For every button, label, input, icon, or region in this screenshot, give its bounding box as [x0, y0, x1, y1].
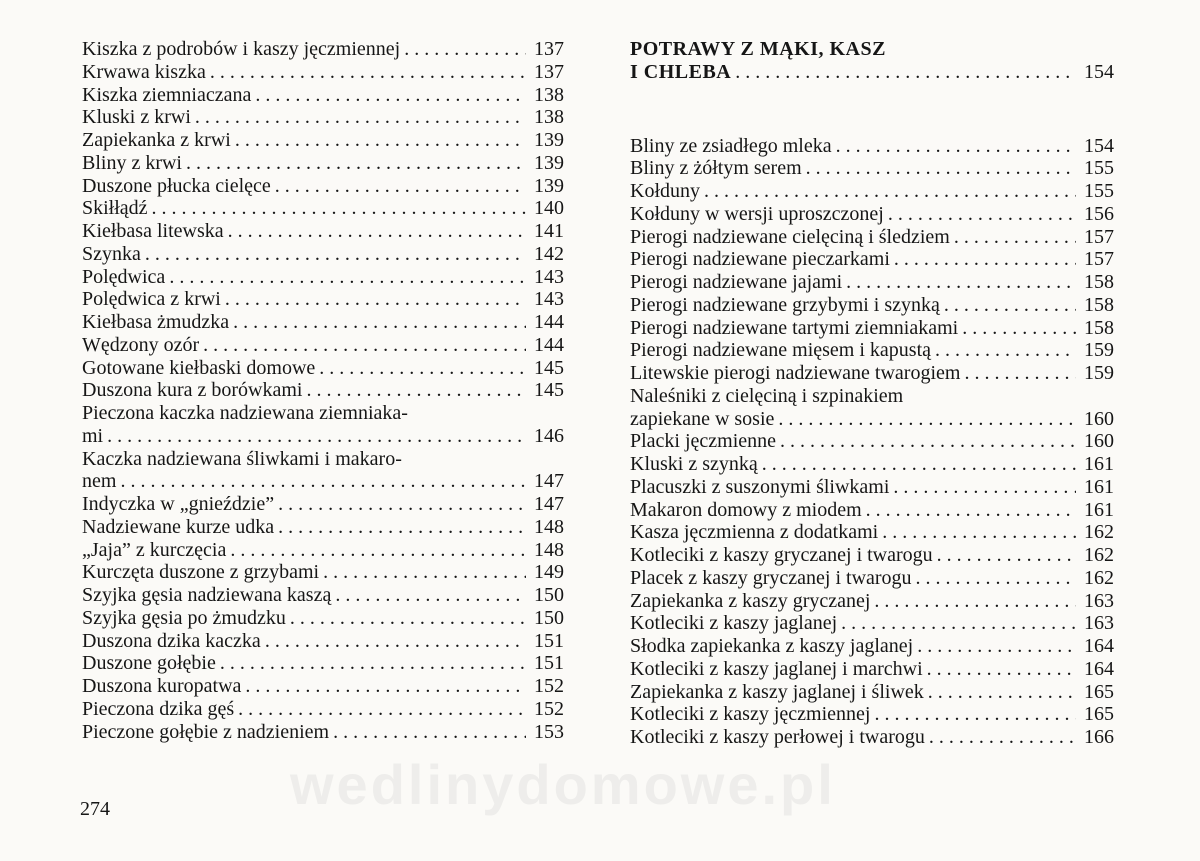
- entry-page-number: 144: [534, 311, 564, 333]
- entry-title: Bliny ze zsiadłego mleka: [630, 134, 832, 157]
- entry-page-number: 152: [534, 675, 564, 697]
- entry-title: Kotleciki z kaszy perłowej i twarogu: [630, 726, 925, 748]
- entry-title: „Jaja” z kurczęcia: [82, 538, 227, 561]
- entry-title-row: [82, 470, 564, 493]
- section-title-row: [630, 61, 1114, 84]
- leader-dots: [917, 635, 1076, 658]
- toc-entry: [630, 362, 1114, 385]
- entry-page-number: 152: [534, 697, 564, 720]
- leader-dots: [806, 157, 1076, 180]
- toc-entry: [630, 203, 1114, 226]
- toc-entry: [630, 499, 1114, 522]
- entry-title: Duszona kura z borówkami: [82, 379, 303, 402]
- leader-dots: [866, 499, 1076, 522]
- section-spacer: [630, 84, 1114, 135]
- entry-title: Duszona kuropatwa: [82, 675, 242, 697]
- entry-title: Bliny z żółtym serem: [630, 157, 802, 180]
- entry-title: Słodka zapiekanka z kaszy jaglanej: [630, 635, 914, 657]
- entry-page-number: 157: [1084, 248, 1114, 271]
- toc-entry: [82, 152, 564, 175]
- entry-page-number: 164: [1084, 635, 1114, 657]
- leader-dots: [882, 521, 1076, 544]
- toc-entry: [630, 453, 1114, 476]
- entry-title: Szynka: [82, 242, 141, 265]
- toc-entry: [630, 157, 1114, 180]
- toc-entry: [82, 357, 564, 380]
- entry-title: Polędwica z krwi: [82, 288, 221, 311]
- toc-entry: [630, 385, 1114, 431]
- leader-dots: [888, 203, 1076, 226]
- toc-right-column: [630, 38, 1114, 749]
- entry-title: Kołduny w wersji uproszczonej: [630, 202, 884, 225]
- toc-entry: [82, 561, 564, 584]
- section-title-line2: I CHLEBA: [630, 60, 732, 83]
- entry-title: Kiszka z podrobów i kaszy jęczmiennej: [82, 38, 401, 60]
- leader-dots: [937, 544, 1076, 567]
- toc-entry: [630, 521, 1114, 544]
- toc-entry: [82, 220, 564, 243]
- leader-dots: [780, 430, 1076, 453]
- entry-page-number: 151: [534, 629, 564, 652]
- entry-title: Kotleciki z kaszy jaglanej: [630, 612, 838, 635]
- entry-title: Kasza jęczmienna z dodatkami: [630, 521, 879, 544]
- entry-title: Kotleciki z kaszy jaglanej i marchwi: [630, 657, 923, 680]
- leader-dots: [404, 38, 526, 61]
- entry-title: Nadziewane kurze udka: [82, 515, 275, 538]
- entry-title: Kluski z krwi: [82, 106, 191, 129]
- entry-page-number: 142: [534, 242, 564, 265]
- entry-title: Pieczone gołębie z nadzieniem: [82, 720, 330, 743]
- entry-title-line1: Kaczka nadziewana śliwkami i makaro-: [82, 447, 402, 470]
- entry-title: mi: [82, 424, 104, 447]
- leader-dots: [145, 243, 526, 266]
- toc-entry: [82, 38, 564, 61]
- entry-title: Bliny z krwi: [82, 151, 182, 174]
- toc-left-column: [82, 38, 564, 743]
- entry-page-number: 145: [534, 379, 564, 402]
- leader-dots: [235, 129, 526, 152]
- leader-dots: [874, 703, 1076, 726]
- leader-dots: [169, 266, 526, 289]
- leader-dots: [323, 561, 526, 584]
- entry-page-number: 160: [1084, 430, 1114, 453]
- entry-page-number: 143: [534, 288, 564, 311]
- leader-dots: [228, 220, 526, 243]
- entry-title: Pierogi nadziewane mięsem i kapustą: [630, 339, 932, 362]
- entry-page-number: 163: [1084, 612, 1114, 635]
- entry-page-number: 140: [534, 197, 564, 220]
- leader-dots: [186, 152, 526, 175]
- leader-dots: [203, 334, 526, 357]
- entry-page-number: 162: [1084, 566, 1114, 589]
- toc-entry: [82, 197, 564, 220]
- toc-entry: [82, 698, 564, 721]
- entry-page-number: 155: [1084, 180, 1114, 202]
- leader-dots: [893, 476, 1076, 499]
- toc-entry: [630, 476, 1114, 499]
- leader-dots: [964, 362, 1076, 385]
- entry-page-number: 150: [534, 606, 564, 629]
- toc-entry: [630, 271, 1114, 294]
- leader-dots: [836, 135, 1076, 158]
- toc-entry: [630, 635, 1114, 658]
- entry-title: Kiszka ziemniaczana: [82, 83, 252, 106]
- entry-title: Duszone płucka cielęce: [82, 174, 271, 197]
- entry-title: zapiekane w sosie: [630, 407, 775, 430]
- entry-page-number: 154: [1084, 134, 1114, 157]
- entry-page-number: 147: [534, 470, 564, 493]
- entry-title: Zapiekanka z kaszy jaglanej i śliwek: [630, 680, 924, 703]
- entry-page-number: 155: [1084, 157, 1114, 180]
- entry-title: Kotleciki z kaszy jęczmiennej: [630, 703, 871, 726]
- toc-entry: [630, 294, 1114, 317]
- toc-entry: [630, 612, 1114, 635]
- entry-page-number: 149: [534, 561, 564, 584]
- entry-page-number: 165: [1084, 680, 1114, 703]
- entry-page-number: 144: [534, 333, 564, 356]
- leader-dots: [928, 681, 1076, 704]
- leader-dots: [704, 180, 1076, 203]
- leader-dots: [152, 197, 526, 220]
- entry-title-row: [630, 408, 1114, 431]
- entry-title: Duszona dzika kaczka: [82, 629, 261, 652]
- section-title-line1: POTRAWY Z MĄKI, KASZ: [630, 38, 886, 60]
- entry-title: Kluski z szynką: [630, 453, 758, 475]
- entry-page-number: 137: [534, 38, 564, 60]
- entry-page-number: 153: [534, 720, 564, 743]
- entry-title: Litewskie pierogi nadziewane twarogiem: [630, 362, 961, 384]
- entry-page-number: 162: [1084, 521, 1114, 544]
- leader-dots: [762, 453, 1076, 476]
- leader-dots: [307, 379, 527, 402]
- entry-page-number: 159: [1084, 362, 1114, 384]
- entry-page-number: 161: [1084, 453, 1114, 475]
- entry-title: Szyjka gęsia nadziewana kaszą: [82, 584, 332, 606]
- leader-dots: [278, 493, 526, 516]
- entry-page-number: 164: [1084, 657, 1114, 680]
- entry-page-number: 163: [1084, 589, 1114, 612]
- entry-page-number: 151: [534, 652, 564, 675]
- entry-page-number: 158: [1084, 316, 1114, 339]
- entry-page-number: 139: [534, 174, 564, 197]
- entry-page-number: 145: [534, 356, 564, 379]
- entry-title: Gotowane kiełbaski domowe: [82, 356, 316, 379]
- entry-title-row: [82, 425, 564, 448]
- toc-entry: [82, 539, 564, 562]
- leader-dots: [275, 175, 526, 198]
- entry-page-number: 146: [534, 424, 564, 447]
- leader-dots: [245, 675, 526, 698]
- leader-dots: [954, 226, 1076, 249]
- toc-entry: [82, 334, 564, 357]
- entry-page-number: 138: [534, 83, 564, 106]
- toc-entry: [82, 402, 564, 448]
- toc-entry: [82, 266, 564, 289]
- entry-title: Krwawa kiszka: [82, 60, 206, 83]
- leader-dots: [265, 630, 526, 653]
- toc-entry: [82, 243, 564, 266]
- entry-title: Duszone gołębie: [82, 652, 216, 675]
- entry-title-line1: Pieczona kaczka nadziewana ziemniaka-: [82, 402, 408, 424]
- entry-title: Indyczka w „gnieździe”: [82, 493, 275, 515]
- entry-page-number: 160: [1084, 407, 1114, 430]
- leader-dots: [335, 584, 526, 607]
- leader-dots: [916, 567, 1076, 590]
- toc-entry: [630, 590, 1114, 613]
- leader-dots: [735, 61, 1076, 84]
- toc-entry: [82, 516, 564, 539]
- toc-entry: [630, 430, 1114, 453]
- toc-entry: [630, 226, 1114, 249]
- toc-entry: [630, 180, 1114, 203]
- entry-page-number: 165: [1084, 703, 1114, 726]
- leader-dots: [962, 317, 1076, 340]
- leader-dots: [944, 294, 1076, 317]
- leader-dots: [874, 590, 1076, 613]
- toc-entry: [630, 339, 1114, 362]
- section-page-number: 154: [1084, 60, 1114, 83]
- entry-page-number: 138: [534, 106, 564, 129]
- entry-page-number: 156: [1084, 202, 1114, 225]
- entry-title: Kotleciki z kaszy gryczanej i twarogu: [630, 544, 933, 566]
- entry-title: Szyjka gęsia po żmudzku: [82, 606, 286, 629]
- entry-page-number: 148: [534, 538, 564, 561]
- toc-entry: [82, 493, 564, 516]
- leader-dots: [290, 607, 526, 630]
- entry-page-number: 158: [1084, 271, 1114, 293]
- entry-title: nem: [82, 470, 117, 493]
- entry-title: Wędzony ozór: [82, 333, 200, 356]
- toc-entry: [82, 584, 564, 607]
- entry-page-number: 141: [534, 220, 564, 242]
- toc-right-list: [630, 135, 1114, 749]
- toc-entry: [82, 84, 564, 107]
- leader-dots: [220, 652, 526, 675]
- toc-entry: [630, 544, 1114, 567]
- entry-title: Pierogi nadziewane cielęciną i śledziem: [630, 225, 950, 248]
- entry-title: Polędwica: [82, 265, 166, 288]
- toc-entry: [82, 175, 564, 198]
- leader-dots: [195, 106, 526, 129]
- leader-dots: [238, 698, 526, 721]
- entry-title: Kołduny: [630, 180, 700, 202]
- entry-page-number: 137: [534, 60, 564, 83]
- toc-entry: [82, 630, 564, 653]
- toc-entry: [630, 248, 1114, 271]
- leader-dots: [255, 84, 526, 107]
- leader-dots: [935, 339, 1076, 362]
- entry-page-number: 139: [534, 129, 564, 151]
- entry-page-number: 162: [1084, 544, 1114, 566]
- entry-page-number: 148: [534, 515, 564, 538]
- toc-entry: [82, 721, 564, 744]
- entry-title: Pieczona dzika gęś: [82, 697, 235, 720]
- entry-title: Pierogi nadziewane tartymi ziemniakami: [630, 316, 959, 339]
- entry-page-number: 161: [1084, 475, 1114, 498]
- toc-entry: [82, 288, 564, 311]
- toc-entry: [82, 106, 564, 129]
- entry-title: Makaron domowy z miodem: [630, 498, 862, 521]
- toc-entry: [82, 607, 564, 630]
- toc-entry: [630, 658, 1114, 681]
- entry-title: Skiłłądź: [82, 197, 148, 220]
- leader-dots: [278, 516, 526, 539]
- entry-page-number: 161: [1084, 498, 1114, 521]
- entry-title: Pierogi nadziewane pieczarkami: [630, 248, 890, 271]
- toc-entry: [82, 129, 564, 152]
- leader-dots: [120, 470, 526, 493]
- toc-entry: [82, 379, 564, 402]
- leader-dots: [778, 408, 1076, 431]
- leader-dots: [333, 721, 526, 744]
- entry-title: Kiełbasa litewska: [82, 220, 224, 242]
- entry-title: Kurczęta duszone z grzybami: [82, 561, 320, 584]
- entry-title: Placki jęczmienne: [630, 430, 777, 453]
- leader-dots: [846, 271, 1076, 294]
- leader-dots: [233, 311, 526, 334]
- entry-page-number: 158: [1084, 293, 1114, 316]
- toc-entry: [82, 61, 564, 84]
- toc-entry: [82, 652, 564, 675]
- entry-title: Kiełbasa żmudzka: [82, 311, 230, 333]
- toc-entry: [630, 135, 1114, 158]
- entry-title: Placek z kaszy gryczanej i twarogu: [630, 566, 912, 589]
- leader-dots: [927, 658, 1076, 681]
- entry-title: Zapiekanka z krwi: [82, 129, 231, 151]
- leader-dots: [230, 539, 526, 562]
- page-number: 274: [80, 798, 110, 820]
- toc-entry: [630, 703, 1114, 726]
- entry-title: Zapiekanka z kaszy gryczanej: [630, 589, 871, 612]
- entry-title-line1: Naleśniki z cielęciną i szpinakiem: [630, 384, 904, 407]
- entry-title: Pierogi nadziewane grzybymi i szynką: [630, 293, 940, 316]
- toc-entry: [82, 448, 564, 494]
- entry-title: Placuszki z suszonymi śliwkami: [630, 475, 890, 498]
- entry-page-number: 157: [1084, 225, 1114, 248]
- leader-dots: [107, 425, 526, 448]
- entry-page-number: 159: [1084, 339, 1114, 362]
- leader-dots: [225, 288, 526, 311]
- leader-dots: [210, 61, 526, 84]
- toc-entry: [630, 317, 1114, 340]
- leader-dots: [929, 726, 1076, 749]
- leader-dots: [894, 248, 1076, 271]
- section-heading: [630, 38, 1114, 84]
- toc-entry: [82, 311, 564, 334]
- watermark: wedlinydomowe.pl: [290, 753, 836, 816]
- entry-title: Pierogi nadziewane jajami: [630, 271, 843, 293]
- entry-page-number: 147: [534, 493, 564, 515]
- toc-entry: [630, 726, 1114, 749]
- toc-entry: [82, 675, 564, 698]
- leader-dots: [319, 357, 526, 380]
- toc-entry: [630, 681, 1114, 704]
- leader-dots: [841, 612, 1076, 635]
- entry-page-number: 143: [534, 265, 564, 288]
- toc-entry: [630, 567, 1114, 590]
- entry-page-number: 139: [534, 151, 564, 174]
- entry-page-number: 150: [534, 584, 564, 606]
- entry-page-number: 166: [1084, 726, 1114, 748]
